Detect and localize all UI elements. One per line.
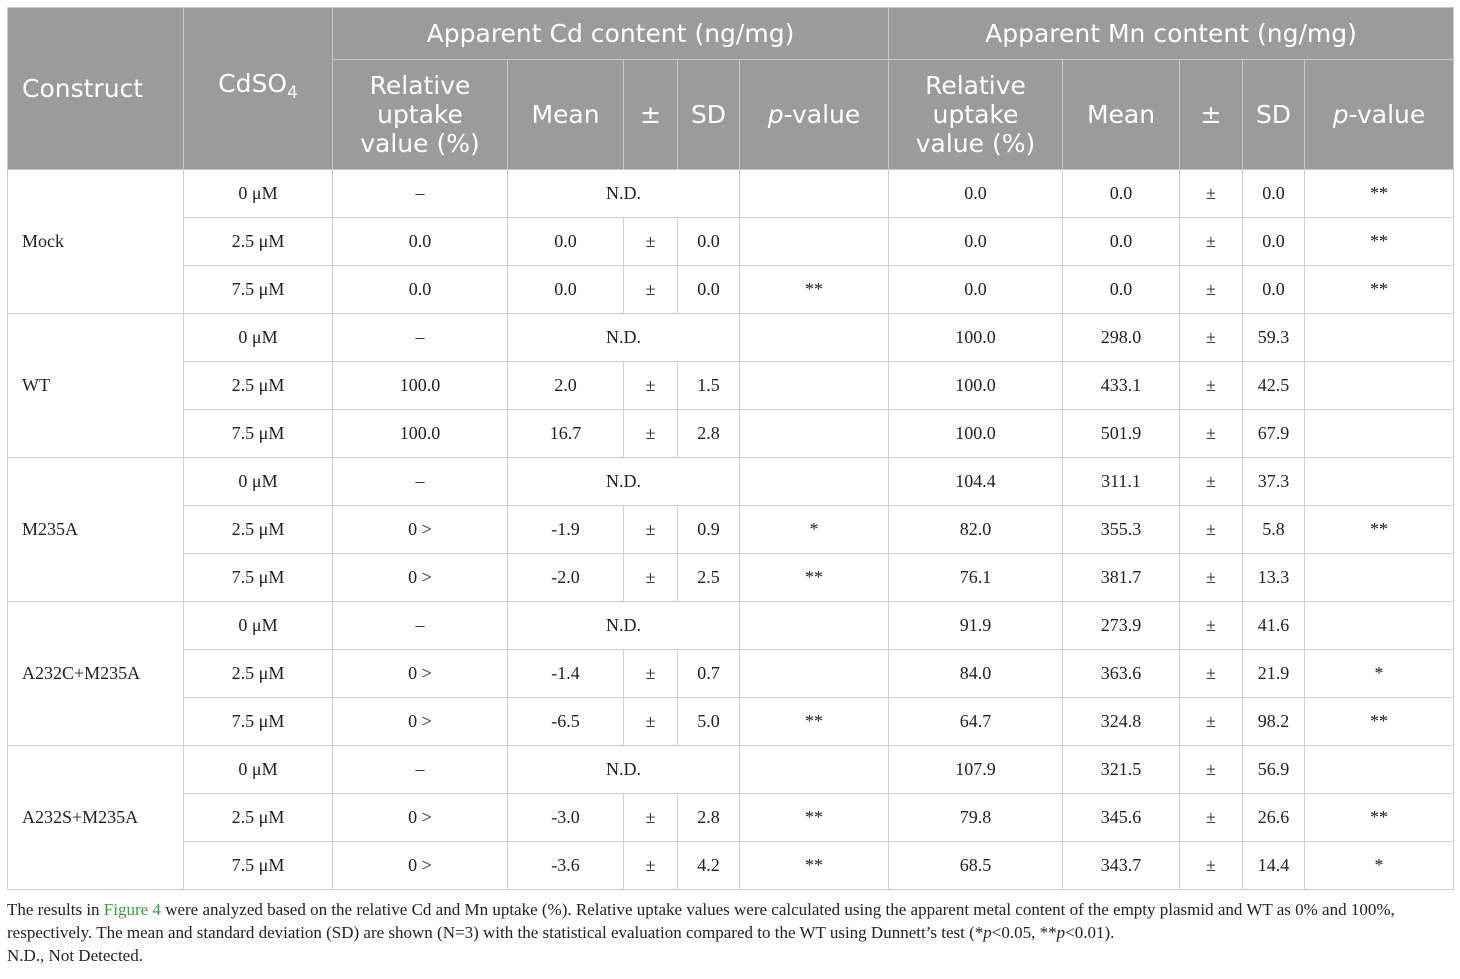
cd-sd-cell: 5.0 xyxy=(678,698,740,746)
cd-pm-cell: ± xyxy=(624,410,678,458)
table-row xyxy=(8,698,1454,746)
cd-pm-cell: ± xyxy=(624,218,678,266)
mn-relative-cell: 64.7 xyxy=(889,698,1063,746)
header-mn-pm: ± xyxy=(1180,60,1243,170)
mn-mean-cell: 0.0 xyxy=(1063,218,1180,266)
cd-pvalue-cell xyxy=(740,362,889,410)
mn-sd-cell: 56.9 xyxy=(1243,746,1305,794)
mn-pvalue-cell xyxy=(1305,554,1454,602)
mn-pvalue-cell xyxy=(1305,458,1454,506)
mn-pvalue-cell: ** xyxy=(1305,266,1454,314)
cd-sd-cell: 0.0 xyxy=(678,218,740,266)
cd-sd-cell: 0.7 xyxy=(678,650,740,698)
mn-relative-cell: 68.5 xyxy=(889,842,1063,890)
cd-mean-cell: -1.9 xyxy=(508,506,624,554)
mn-mean-cell: 298.0 xyxy=(1063,314,1180,362)
mn-pm-cell: ± xyxy=(1180,314,1243,362)
cd-sd-cell: 2.5 xyxy=(678,554,740,602)
mn-pvalue-cell: * xyxy=(1305,842,1454,890)
cdso4-cell: 0 μM xyxy=(184,458,333,506)
mn-relative-cell: 100.0 xyxy=(889,362,1063,410)
header-cd-mean: Mean xyxy=(508,60,624,170)
mn-mean-cell: 501.9 xyxy=(1063,410,1180,458)
cdso4-text: CdSO xyxy=(218,69,288,98)
cdso4-cell: 0 μM xyxy=(184,170,333,218)
header-mn-pvalue xyxy=(1305,60,1454,170)
cd-mean-cell: -3.6 xyxy=(508,842,624,890)
cd-mean-cell: 0.0 xyxy=(508,218,624,266)
cd-pm-cell: ± xyxy=(624,506,678,554)
mn-pvalue-cell: ** xyxy=(1305,170,1454,218)
mn-pm-cell: ± xyxy=(1180,746,1243,794)
construct-cell: M235A xyxy=(8,458,184,602)
mn-p-letter: p xyxy=(1332,100,1349,129)
mn-relative-cell: 104.4 xyxy=(889,458,1063,506)
mn-pm-cell: ± xyxy=(1180,218,1243,266)
cd-sd-cell: 2.8 xyxy=(678,410,740,458)
mn-relative-cell: 100.0 xyxy=(889,314,1063,362)
cd-nd-cell: N.D. xyxy=(508,746,740,794)
mn-relative-cell: 100.0 xyxy=(889,410,1063,458)
mn-mean-cell: 324.8 xyxy=(1063,698,1180,746)
mn-pm-cell: ± xyxy=(1180,554,1243,602)
construct-cell: Mock xyxy=(8,170,184,314)
cd-mean-cell: -1.4 xyxy=(508,650,624,698)
mn-pm-cell: ± xyxy=(1180,170,1243,218)
cd-sd-cell: 4.2 xyxy=(678,842,740,890)
cd-relative-cell: – xyxy=(333,602,508,650)
mn-pvalue-cell: ** xyxy=(1305,218,1454,266)
mn-pm-cell: ± xyxy=(1180,410,1243,458)
mn-mean-cell: 0.0 xyxy=(1063,170,1180,218)
cd-relative-cell: 0 > xyxy=(333,650,508,698)
cd-pvalue-cell: ** xyxy=(740,698,889,746)
cd-pvalue-cell: * xyxy=(740,506,889,554)
cd-relative-cell: 0 > xyxy=(333,842,508,890)
mn-relative-cell: 0.0 xyxy=(889,170,1063,218)
mn-relative-cell: 79.8 xyxy=(889,794,1063,842)
cd-pvalue-cell xyxy=(740,410,889,458)
cd-p-rest: -value xyxy=(783,100,861,129)
cdso4-cell: 7.5 μM xyxy=(184,266,333,314)
cd-mean-cell: 2.0 xyxy=(508,362,624,410)
mn-pm-cell: ± xyxy=(1180,458,1243,506)
cd-p-letter: p xyxy=(767,100,784,129)
mn-mean-cell: 311.1 xyxy=(1063,458,1180,506)
table-row xyxy=(8,362,1454,410)
mn-pvalue-cell: ** xyxy=(1305,794,1454,842)
mn-sd-cell: 0.0 xyxy=(1243,170,1305,218)
cd-pvalue-cell xyxy=(740,746,889,794)
cd-mean-cell: 0.0 xyxy=(508,266,624,314)
footnote-end: <0.01). xyxy=(1065,923,1115,942)
mn-pm-cell: ± xyxy=(1180,602,1243,650)
cdso4-cell: 2.5 μM xyxy=(184,650,333,698)
table-row xyxy=(8,314,1454,362)
mn-pvalue-cell: * xyxy=(1305,650,1454,698)
cd-pm-cell: ± xyxy=(624,698,678,746)
cd-pvalue-cell: ** xyxy=(740,794,889,842)
cd-nd-cell: N.D. xyxy=(508,170,740,218)
cd-relative-cell: – xyxy=(333,314,508,362)
header-cdso4 xyxy=(184,8,333,170)
cdso4-cell: 0 μM xyxy=(184,314,333,362)
cd-mean-cell: -3.0 xyxy=(508,794,624,842)
construct-cell: WT xyxy=(8,314,184,458)
cd-sd-cell: 1.5 xyxy=(678,362,740,410)
mn-pvalue-cell xyxy=(1305,362,1454,410)
mn-pvalue-cell xyxy=(1305,314,1454,362)
cdso4-subscript: 4 xyxy=(287,83,298,103)
footnote-mid: were analyzed based on the relative Cd and Mn uptake (%). Relative uptake values were calculated using the apparent metal content of the empty plasmid and WT as 0% and 100%, respectively. The mean and standard deviation (SD) are shown (N=3) with the statistical evaluation compared to the WT using Dunnett’s test (* xyxy=(7,900,1395,942)
cd-sd-cell: 2.8 xyxy=(678,794,740,842)
mn-sd-cell: 21.9 xyxy=(1243,650,1305,698)
results-table xyxy=(7,7,1454,890)
header-cd-relative xyxy=(333,60,508,170)
mn-pm-cell: ± xyxy=(1180,698,1243,746)
mn-mean-cell: 343.7 xyxy=(1063,842,1180,890)
header-mn-mean: Mean xyxy=(1063,60,1180,170)
header-construct: Construct xyxy=(8,8,184,170)
cd-relative-cell: – xyxy=(333,458,508,506)
mn-pvalue-cell xyxy=(1305,746,1454,794)
cd-pm-cell: ± xyxy=(624,554,678,602)
mn-sd-cell: 5.8 xyxy=(1243,506,1305,554)
mn-mean-cell: 273.9 xyxy=(1063,602,1180,650)
table-row xyxy=(8,218,1454,266)
construct-cell: A232C+M235A xyxy=(8,602,184,746)
header-cd-sd: SD xyxy=(678,60,740,170)
cdso4-cell: 0 μM xyxy=(184,746,333,794)
table-row xyxy=(8,554,1454,602)
table-row xyxy=(8,458,1454,506)
construct-cell: A232S+M235A xyxy=(8,746,184,890)
table-row xyxy=(8,794,1454,842)
mn-relative-cell: 82.0 xyxy=(889,506,1063,554)
mn-mean-cell: 433.1 xyxy=(1063,362,1180,410)
mn-relative-cell: 84.0 xyxy=(889,650,1063,698)
cd-relative-label: Relative uptake value (%) xyxy=(360,71,480,158)
mn-sd-cell: 13.3 xyxy=(1243,554,1305,602)
mn-p-rest: -value xyxy=(1348,100,1426,129)
cd-pvalue-cell: ** xyxy=(740,266,889,314)
footnote-p1: p xyxy=(983,923,992,942)
cd-nd-cell: N.D. xyxy=(508,458,740,506)
mn-pvalue-cell xyxy=(1305,602,1454,650)
mn-relative-cell: 91.9 xyxy=(889,602,1063,650)
mn-relative-cell: 0.0 xyxy=(889,218,1063,266)
table-row xyxy=(8,650,1454,698)
cd-relative-cell: 0 > xyxy=(333,506,508,554)
table-header xyxy=(8,8,1454,170)
cdso4-cell: 2.5 μM xyxy=(184,506,333,554)
mn-mean-cell: 345.6 xyxy=(1063,794,1180,842)
cd-pvalue-cell xyxy=(740,218,889,266)
cd-relative-cell: – xyxy=(333,170,508,218)
table-row xyxy=(8,602,1454,650)
cd-pm-cell: ± xyxy=(624,842,678,890)
table-body xyxy=(8,170,1454,890)
mn-pm-cell: ± xyxy=(1180,842,1243,890)
cd-pvalue-cell: ** xyxy=(740,842,889,890)
cd-pvalue-cell: ** xyxy=(740,554,889,602)
cd-relative-cell: – xyxy=(333,746,508,794)
cd-pvalue-cell xyxy=(740,170,889,218)
cdso4-cell: 2.5 μM xyxy=(184,362,333,410)
mn-pvalue-cell: ** xyxy=(1305,698,1454,746)
cd-pvalue-cell xyxy=(740,314,889,362)
cd-sd-cell: 0.0 xyxy=(678,266,740,314)
mn-pm-cell: ± xyxy=(1180,266,1243,314)
cd-relative-cell: 0 > xyxy=(333,698,508,746)
mn-sd-cell: 26.6 xyxy=(1243,794,1305,842)
cd-nd-cell: N.D. xyxy=(508,602,740,650)
mn-sd-cell: 41.6 xyxy=(1243,602,1305,650)
cd-relative-cell: 100.0 xyxy=(333,362,508,410)
mn-mean-cell: 321.5 xyxy=(1063,746,1180,794)
mn-sd-cell: 42.5 xyxy=(1243,362,1305,410)
cd-relative-cell: 0 > xyxy=(333,554,508,602)
footnote-p2: p xyxy=(1056,923,1066,942)
mn-pm-cell: ± xyxy=(1180,362,1243,410)
mn-sd-cell: 37.3 xyxy=(1243,458,1305,506)
mn-sd-cell: 67.9 xyxy=(1243,410,1305,458)
cd-pm-cell: ± xyxy=(624,794,678,842)
mn-sd-cell: 98.2 xyxy=(1243,698,1305,746)
header-mn-sd: SD xyxy=(1243,60,1305,170)
mn-mean-cell: 381.7 xyxy=(1063,554,1180,602)
cdso4-cell: 2.5 μM xyxy=(184,794,333,842)
table-row xyxy=(8,266,1454,314)
cd-pm-cell: ± xyxy=(624,362,678,410)
cd-mean-cell: -6.5 xyxy=(508,698,624,746)
mn-sd-cell: 0.0 xyxy=(1243,266,1305,314)
cdso4-cell: 7.5 μM xyxy=(184,410,333,458)
mn-relative-cell: 0.0 xyxy=(889,266,1063,314)
cd-pm-cell: ± xyxy=(624,266,678,314)
cdso4-cell: 7.5 μM xyxy=(184,554,333,602)
cd-relative-cell: 100.0 xyxy=(333,410,508,458)
cdso4-cell: 2.5 μM xyxy=(184,218,333,266)
mn-sd-cell: 14.4 xyxy=(1243,842,1305,890)
cd-pm-cell: ± xyxy=(624,650,678,698)
footnote-line2: N.D., Not Detected. xyxy=(7,946,143,965)
table-row xyxy=(8,842,1454,890)
cd-pvalue-cell xyxy=(740,602,889,650)
mn-sd-cell: 59.3 xyxy=(1243,314,1305,362)
table-row xyxy=(8,506,1454,554)
table-footnote xyxy=(7,898,1453,967)
mn-mean-cell: 355.3 xyxy=(1063,506,1180,554)
cd-relative-cell: 0.0 xyxy=(333,218,508,266)
footnote-line1 xyxy=(7,898,1453,944)
table-row xyxy=(8,746,1454,794)
cdso4-cell: 7.5 μM xyxy=(184,698,333,746)
cd-relative-cell: 0 > xyxy=(333,794,508,842)
mn-relative-label: Relative uptake value (%) xyxy=(915,71,1036,158)
header-cd-group: Apparent Cd content (ng/mg) xyxy=(333,8,889,60)
mn-pm-cell: ± xyxy=(1180,650,1243,698)
mn-pvalue-cell: ** xyxy=(1305,506,1454,554)
cd-pvalue-cell xyxy=(740,458,889,506)
figure-4-link[interactable]: Figure 4 xyxy=(103,900,161,919)
cd-mean-cell: 16.7 xyxy=(508,410,624,458)
header-mn-relative xyxy=(889,60,1063,170)
cdso4-cell: 7.5 μM xyxy=(184,842,333,890)
header-mn-group: Apparent Mn content (ng/mg) xyxy=(889,8,1454,60)
mn-mean-cell: 0.0 xyxy=(1063,266,1180,314)
data-table-container xyxy=(7,7,1453,890)
cd-nd-cell: N.D. xyxy=(508,314,740,362)
mn-relative-cell: 76.1 xyxy=(889,554,1063,602)
mn-relative-cell: 107.9 xyxy=(889,746,1063,794)
footnote-mid2: <0.05, ** xyxy=(991,923,1057,942)
cd-sd-cell: 0.9 xyxy=(678,506,740,554)
mn-sd-cell: 0.0 xyxy=(1243,218,1305,266)
cd-mean-cell: -2.0 xyxy=(508,554,624,602)
footnote-pre: The results in xyxy=(7,900,104,919)
cdso4-cell: 0 μM xyxy=(184,602,333,650)
table-row xyxy=(8,410,1454,458)
mn-pm-cell: ± xyxy=(1180,794,1243,842)
cd-pvalue-cell xyxy=(740,650,889,698)
header-cd-pm: ± xyxy=(624,60,678,170)
mn-pvalue-cell xyxy=(1305,410,1454,458)
mn-mean-cell: 363.6 xyxy=(1063,650,1180,698)
header-cd-pvalue xyxy=(740,60,889,170)
cd-relative-cell: 0.0 xyxy=(333,266,508,314)
table-row xyxy=(8,170,1454,218)
mn-pm-cell: ± xyxy=(1180,506,1243,554)
